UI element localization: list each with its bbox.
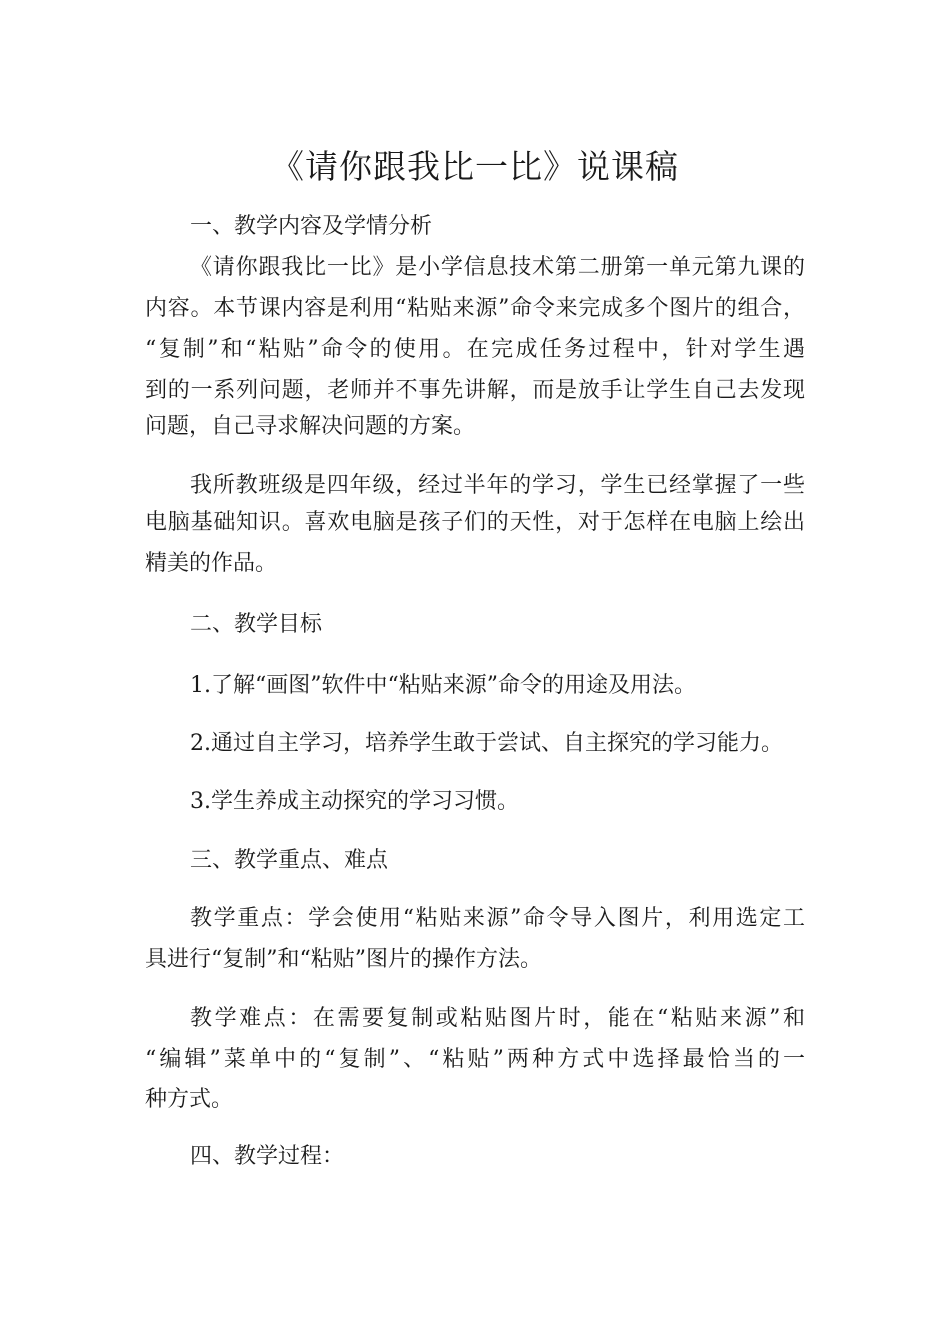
document-title: 《请你跟我比一比》说课稿 bbox=[271, 147, 679, 186]
section-heading-key-points: 三、教学重点、难点 bbox=[190, 848, 389, 873]
objective-item: 1.了解“画图”软件中“粘贴来源”命令的用途及用法。 bbox=[190, 673, 696, 698]
paragraph-line: 电脑基础知识。喜欢电脑是孩子们的天性，对于怎样在电脑上绘出 bbox=[145, 510, 805, 535]
paragraph-line: 具进行“复制”和“粘贴”图片的操作方法。 bbox=[145, 947, 542, 972]
paragraph-line: 教学重点：学会使用“粘贴来源”命令导入图片，利用选定工 bbox=[190, 906, 805, 931]
objective-item: 2.通过自主学习，培养学生敢于尝试、自主探究的学习能力。 bbox=[190, 731, 783, 756]
paragraph-line: 精美的作品。 bbox=[145, 551, 278, 576]
section-heading-objectives: 二、教学目标 bbox=[190, 612, 323, 637]
paragraph-line: 教学难点：在需要复制或粘贴图片时，能在“粘贴来源”和 bbox=[190, 1006, 805, 1031]
paragraph-line: 内容。本节课内容是利用“粘贴来源”命令来完成多个图片的组合， bbox=[145, 296, 805, 321]
paragraph-line: “编辑”菜单中的“复制”、“粘贴”两种方式中选择最恰当的一 bbox=[145, 1047, 805, 1072]
paragraph-line: 种方式。 bbox=[145, 1087, 234, 1112]
section-heading-process: 四、教学过程： bbox=[190, 1144, 345, 1169]
paragraph-line: 《请你跟我比一比》是小学信息技术第二册第一单元第九课的 bbox=[190, 255, 805, 280]
objective-item: 3.学生养成主动探究的学习习惯。 bbox=[190, 789, 519, 814]
paragraph-line: “复制”和“粘贴”命令的使用。在完成任务过程中，针对学生遇 bbox=[145, 337, 805, 362]
section-heading-content-analysis: 一、教学内容及学情分析 bbox=[190, 214, 433, 239]
paragraph-line: 到的一系列问题，老师并不事先讲解，而是放手让学生自己去发现 bbox=[145, 378, 805, 403]
paragraph-line: 我所教班级是四年级，经过半年的学习，学生已经掌握了一些 bbox=[190, 473, 805, 498]
paragraph-line: 问题，自己寻求解决问题的方案。 bbox=[145, 414, 476, 439]
